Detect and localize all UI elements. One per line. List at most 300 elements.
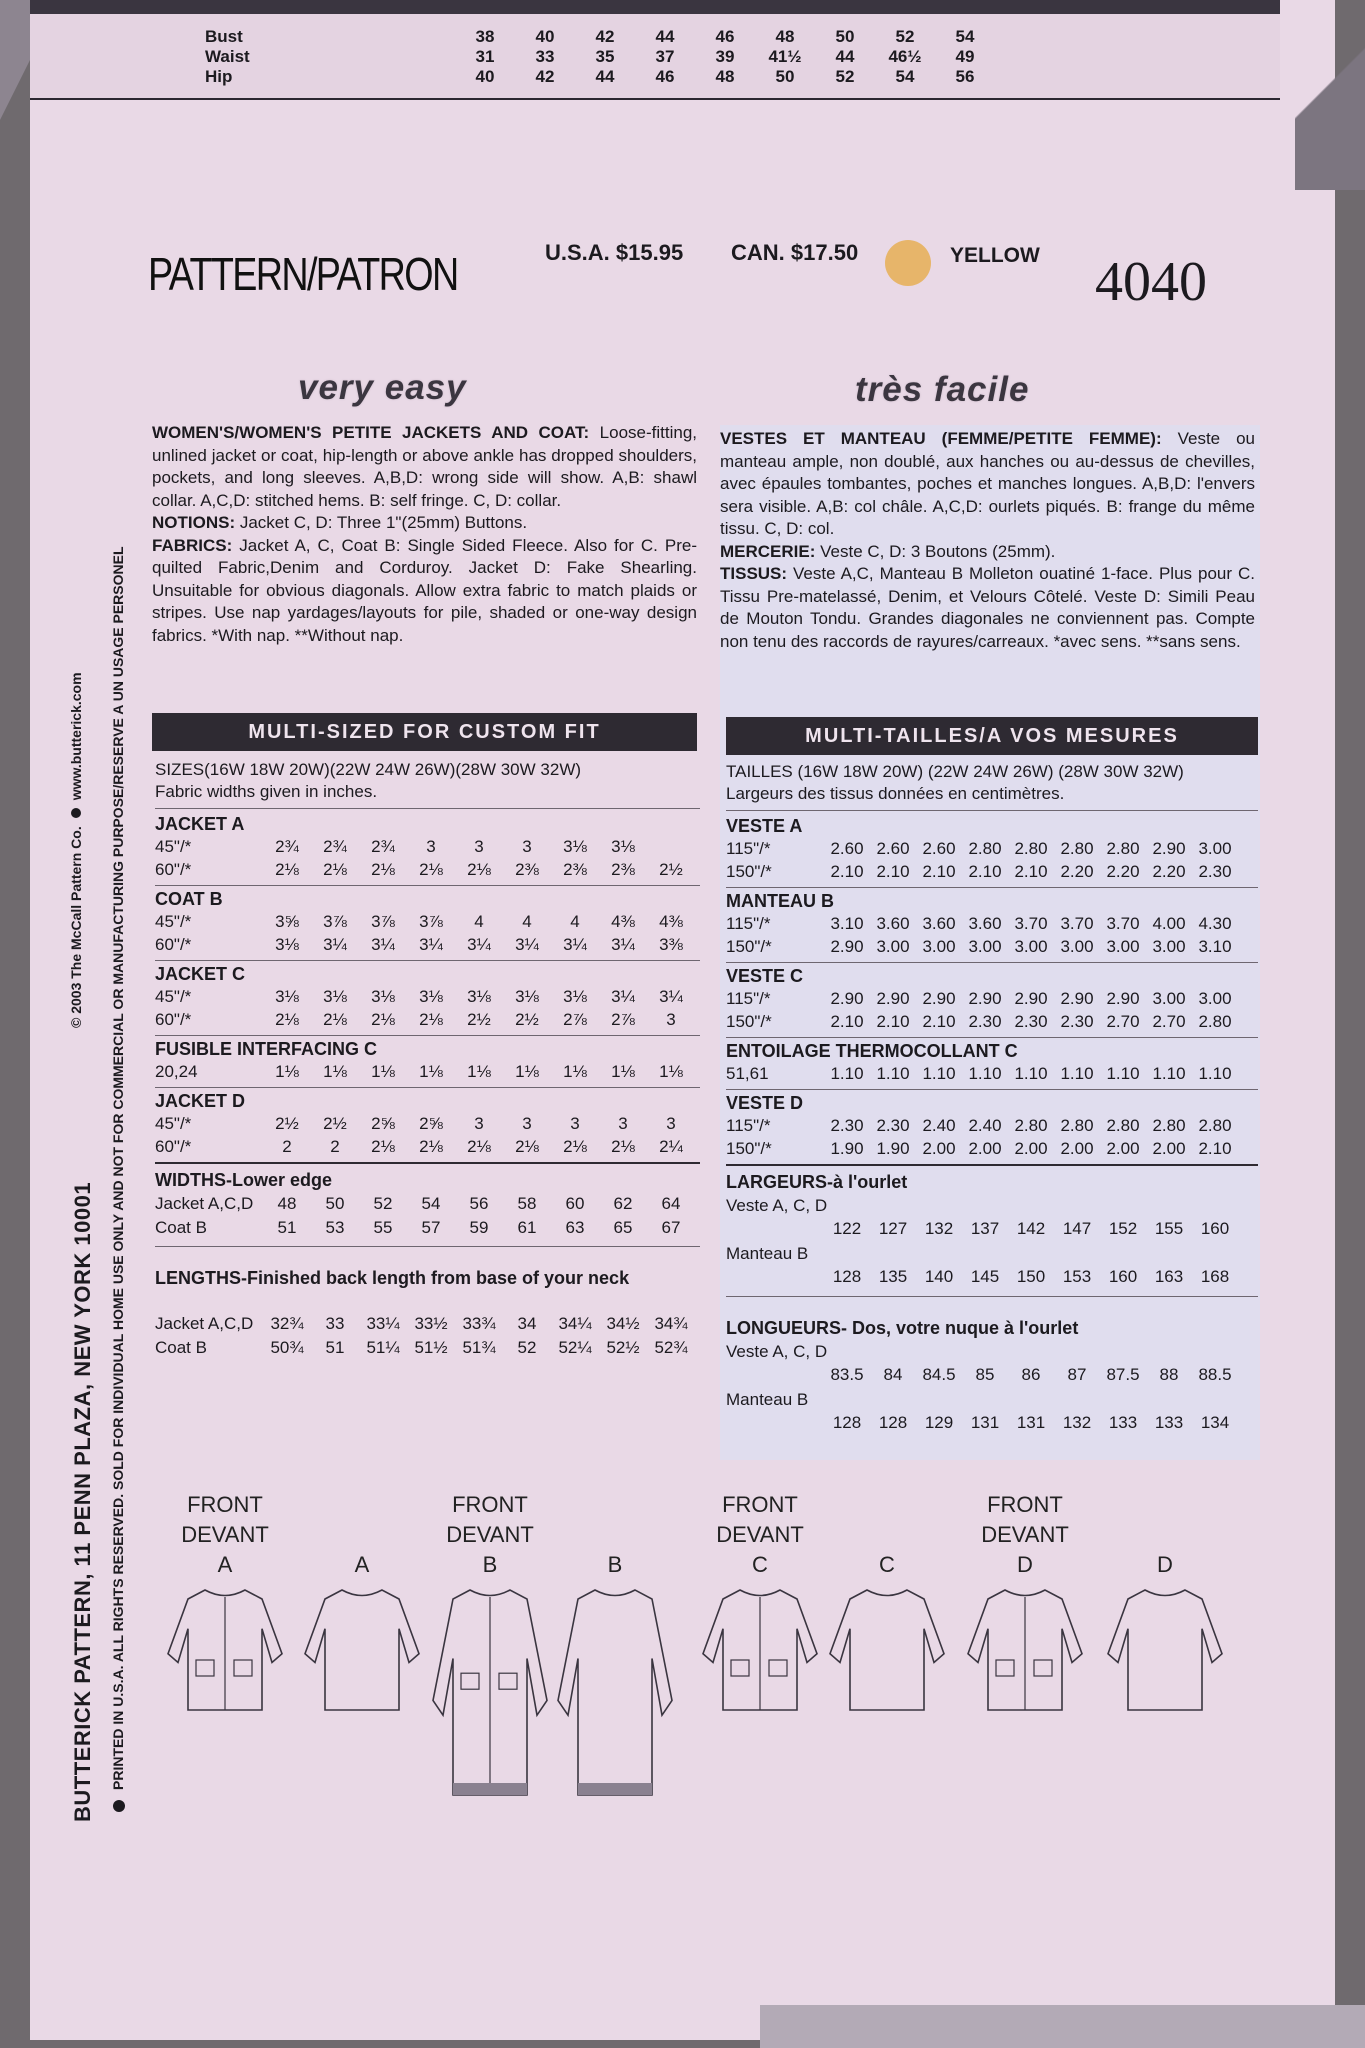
- yardage-value: 2.80: [1106, 839, 1140, 858]
- yardage-value: 2⅞: [611, 1010, 635, 1029]
- yardage-value: 2.90: [830, 989, 864, 1008]
- table-rule: [155, 885, 700, 886]
- measurement-value: 46: [715, 27, 735, 46]
- yardage-row-values: [824, 914, 1238, 934]
- yardage-value: 2⅛: [275, 1010, 299, 1029]
- yardage-row-label: 60"/*: [155, 860, 192, 879]
- measurement-value: 42: [595, 27, 615, 46]
- yardage-row-label: 45"/*: [155, 912, 192, 931]
- yardage-value: 4: [522, 912, 532, 931]
- yardage-value: 3.00: [1060, 937, 1094, 956]
- view-label: [560, 1550, 670, 1580]
- yardage-row-values: [263, 1314, 695, 1334]
- view-devant-label: DEVANT: [446, 1522, 534, 1547]
- yardage-value: 2⅛: [515, 1137, 539, 1156]
- yardage-value: 2.80: [968, 839, 1002, 858]
- french-sizing-banner: MULTI-TAILLES/A VOS MESURES: [726, 717, 1258, 755]
- yardage-row-label: Jacket A,C,D: [155, 1314, 254, 1333]
- yardage-row-values: [824, 1116, 1238, 1136]
- yardage-value: 2.30: [1060, 1012, 1094, 1031]
- table-rule: [155, 1035, 700, 1036]
- yardage-row-values: [824, 937, 1238, 957]
- yardage-value: 3⅛: [563, 987, 587, 1006]
- view-front-label: FRONT: [452, 1492, 528, 1517]
- yardage-value: 3.70: [1106, 914, 1140, 933]
- yardage-value: 52½: [606, 1338, 640, 1357]
- yardage-row-label: 60"/*: [155, 1010, 192, 1029]
- yardage-value: 2.60: [876, 839, 910, 858]
- english-sizing-banner: MULTI-SIZED FOR CUSTOM FIT: [152, 713, 697, 751]
- yardage-row-values: [263, 1010, 695, 1030]
- yardage-value: 3: [570, 1114, 580, 1133]
- yardage-row-label: Manteau B: [726, 1390, 809, 1409]
- view-label: [435, 1490, 545, 1580]
- yardage-row-label: Manteau B: [726, 1244, 809, 1263]
- band-dark-strip: [30, 0, 1280, 14]
- yardage-value: 2.90: [1152, 839, 1186, 858]
- yardage-value: 3¼: [323, 935, 347, 954]
- yardage-value: 62: [613, 1194, 633, 1213]
- yardage-value: 2.00: [968, 1139, 1002, 1158]
- yardage-value: 3⅛: [563, 837, 587, 856]
- view-devant-label: DEVANT: [716, 1522, 804, 1547]
- yardage-value: 52¾: [654, 1338, 688, 1357]
- yardage-value: 134: [1200, 1413, 1230, 1432]
- yardage-value: 4.00: [1152, 914, 1186, 933]
- yardage-value: 2⅛: [611, 1137, 635, 1156]
- yardage-row-values: [824, 1064, 1238, 1084]
- yardage-value: 153: [1062, 1267, 1092, 1286]
- yardage-group-title: COAT B: [155, 889, 223, 909]
- yardage-value: 3⅞: [323, 912, 347, 931]
- yardage-value: 128: [832, 1267, 862, 1286]
- color-code-dot: [885, 240, 931, 286]
- yardage-value: 2.80: [1014, 1116, 1048, 1135]
- yardage-value: 1⅛: [611, 1062, 635, 1081]
- yardage-value: 63: [565, 1218, 585, 1237]
- yardage-value: 3⅞: [419, 912, 443, 931]
- sizes-line: SIZES(16W 18W 20W)(22W 24W 26W)(28W 30W 32W): [155, 760, 582, 779]
- yardage-value: 3⅛: [275, 935, 299, 954]
- usage-notice: PRINTED IN U.S.A. ALL RIGHTS RESERVED. SOLD FOR INDIVIDUAL HOME USE ONLY AND NOT FOR COMMERCIAL OR MANUFACTURING PURPOSE/RESERVE A UN USAGE PERSONEL: [110, 546, 126, 1790]
- yardage-value: 2½: [659, 860, 683, 879]
- yardage-value: 2.30: [876, 1116, 910, 1135]
- view-letter: A: [354, 1552, 370, 1577]
- yardage-value: 2.20: [1106, 862, 1140, 881]
- yardage-value: 2¾: [371, 837, 395, 856]
- yardage-value: 2.90: [876, 989, 910, 1008]
- yardage-value: 2.10: [1014, 862, 1048, 881]
- yardage-value: 2⅛: [419, 1010, 443, 1029]
- pocket-shape: [1034, 1660, 1052, 1676]
- measurement-value: 38: [475, 27, 495, 46]
- view-label: [970, 1490, 1080, 1580]
- yardage-row-label: 150"/*: [726, 1012, 772, 1031]
- yardage-value: 2.20: [1152, 862, 1186, 881]
- yardage-value: 32¾: [270, 1314, 304, 1333]
- yardage-value: 58: [517, 1194, 537, 1213]
- copyright-line: [110, 546, 126, 1822]
- yardage-value: 34¼: [558, 1314, 592, 1333]
- yardage-value: 145: [970, 1267, 1000, 1286]
- yardage-value: 3.00: [1152, 937, 1186, 956]
- yardage-value: 3: [522, 837, 532, 856]
- yardage-row-label: 45"/*: [155, 1114, 192, 1133]
- yardage-value: 3⅛: [467, 987, 491, 1006]
- view-front-label: FRONT: [987, 1492, 1063, 1517]
- yardage-value: 1.90: [876, 1139, 910, 1158]
- garment-views: [180, 1490, 1260, 1790]
- yardage-value: 3.70: [1014, 914, 1048, 933]
- yardage-value: 2.80: [1198, 1012, 1232, 1031]
- pocket-shape: [731, 1660, 749, 1676]
- measurement-label: Waist: [205, 47, 250, 66]
- yardage-value: 50: [325, 1194, 345, 1213]
- yardage-row-values: [263, 1218, 695, 1238]
- yardage-value: 2.80: [1152, 1116, 1186, 1135]
- table-rule: [155, 1087, 700, 1088]
- yardage-value: 2.10: [830, 862, 864, 881]
- french-yardage-table: [726, 762, 1258, 1432]
- yardage-value: 2⅛: [371, 860, 395, 879]
- view-devant-label: DEVANT: [981, 1522, 1069, 1547]
- yardage-value: 33¾: [462, 1314, 496, 1333]
- yardage-value: 2.60: [922, 839, 956, 858]
- yardage-row-values: [824, 1219, 1238, 1239]
- yardage-value: 2.80: [1198, 1116, 1232, 1135]
- yardage-row-values: [263, 1338, 695, 1358]
- yardage-value: 1⅛: [563, 1062, 587, 1081]
- french-notions: Veste C, D: 3 Boutons (25mm).: [820, 541, 1056, 561]
- yardage-value: 2.80: [1106, 1116, 1140, 1135]
- yardage-value: 2.40: [922, 1116, 956, 1135]
- yardage-value: 85: [975, 1365, 995, 1384]
- measurement-value: 40: [535, 27, 555, 46]
- yardage-value: 1⅛: [371, 1062, 395, 1081]
- pocket-shape: [196, 1660, 214, 1676]
- yardage-row-values: [824, 839, 1238, 859]
- english-description-text: Loose-fitting, unlined jacket or coat, hip-length or above ankle has dropped shoulders, pockets, and long sleeves. A,B,D: wrong side will show. A,B: shawl collar. A,C,D: stitched hems. B: self fringe. C, D: collar.: [152, 423, 697, 510]
- yardage-value: 2.60: [830, 839, 864, 858]
- yardage-value: 3.10: [1198, 937, 1232, 956]
- yardage-row-values: [824, 1365, 1238, 1385]
- yardage-value: 2⅛: [371, 1137, 395, 1156]
- yardage-row-label: 60"/*: [155, 935, 192, 954]
- measurement-value: 44: [835, 47, 855, 66]
- garment-sketch-d: [960, 1585, 1090, 1720]
- yardage-value: 2.70: [1106, 1012, 1140, 1031]
- view-label: [832, 1550, 942, 1580]
- yardage-value: 84.5: [922, 1365, 956, 1384]
- yardage-row-values: [263, 935, 695, 955]
- yardage-row-label: 150"/*: [726, 862, 772, 881]
- yardage-value: 57: [421, 1218, 441, 1237]
- measurement-value: 49: [955, 47, 975, 66]
- measurement-value: 44: [595, 67, 615, 86]
- yardage-value: 132: [1062, 1413, 1092, 1432]
- view-front-label: FRONT: [722, 1492, 798, 1517]
- yardage-value: 1.10: [830, 1064, 864, 1083]
- yardage-value: 3: [666, 1114, 676, 1133]
- yardage-value: 3.60: [968, 914, 1002, 933]
- lengths-title: LENGTHS-Finished back length from base of your neck: [155, 1268, 630, 1288]
- yardage-row-label: Veste A, C, D: [726, 1342, 828, 1361]
- yardage-value: 2⅝: [419, 1114, 443, 1133]
- yardage-value: 34½: [606, 1314, 640, 1333]
- yardage-row-label: 115"/*: [726, 914, 771, 933]
- table-rule: [155, 808, 700, 809]
- fringe-hem: [578, 1783, 652, 1795]
- measurement-value: 48: [715, 67, 735, 86]
- view-label: [705, 1490, 815, 1580]
- yardage-value: 53: [325, 1218, 345, 1237]
- measurement-label: Bust: [205, 27, 243, 46]
- yardage-group-title: VESTE A: [726, 816, 803, 836]
- yardage-value: 2.20: [1060, 862, 1094, 881]
- yardage-value: 4⅜: [659, 912, 683, 931]
- french-heading: VESTES ET MANTEAU (FEMME/PETITE FEMME):: [720, 429, 1162, 448]
- yardage-value: 87: [1067, 1365, 1087, 1384]
- table-rule: [155, 960, 700, 961]
- yardage-value: 33½: [414, 1314, 448, 1333]
- yardage-row-label: Coat B: [155, 1218, 207, 1237]
- yardage-value: 1.10: [1198, 1064, 1232, 1083]
- yardage-value: 133: [1154, 1413, 1184, 1432]
- fringe-hem: [453, 1783, 527, 1795]
- yardage-value: 61: [517, 1218, 537, 1237]
- yardage-value: 3: [426, 837, 436, 856]
- yardage-value: 86: [1021, 1365, 1041, 1384]
- yardage-value: 3.70: [1060, 914, 1094, 933]
- yardage-value: 137: [970, 1219, 1000, 1238]
- yardage-value: 2.10: [830, 1012, 864, 1031]
- yardage-value: 3⅝: [275, 912, 299, 931]
- yardage-value: 135: [878, 1267, 908, 1286]
- envelope-fold-corner-right: [1295, 0, 1365, 190]
- yardage-value: 52¼: [558, 1338, 592, 1357]
- measurement-row: [205, 67, 995, 87]
- yardage-row-values: [824, 1012, 1238, 1032]
- yardage-value: 4: [570, 912, 580, 931]
- yardage-value: 50¾: [270, 1338, 304, 1357]
- widths-title: LARGEURS-à l'ourlet: [726, 1172, 908, 1192]
- yardage-value: 1⅛: [275, 1062, 299, 1081]
- yardage-value: 3: [666, 1010, 676, 1029]
- yardage-value: 3¼: [419, 935, 443, 954]
- pocket-shape: [499, 1673, 517, 1689]
- yardage-value: 3¼: [467, 935, 491, 954]
- yardage-value: 3⅞: [371, 912, 395, 931]
- yardage-value: 4: [474, 912, 484, 931]
- yardage-row-label: 45"/*: [155, 987, 192, 1006]
- yardage-value: 1.10: [968, 1064, 1002, 1083]
- yardage-value: 2⅜: [515, 860, 539, 879]
- yardage-value: 2.00: [1060, 1139, 1094, 1158]
- yardage-value: 2: [330, 1137, 340, 1156]
- view-letter: C: [879, 1552, 895, 1577]
- table-rule: [726, 1037, 1258, 1038]
- yardage-row-values: [824, 1139, 1238, 1159]
- measurement-value: 42: [535, 67, 555, 86]
- yardage-value: 3: [474, 837, 484, 856]
- yardage-value: 2¼: [659, 1137, 683, 1156]
- lengths-title: LONGUEURS- Dos, votre nuque à l'ourlet: [726, 1318, 1079, 1338]
- garment-sketch-b: [425, 1585, 555, 1805]
- yardage-value: 1.10: [922, 1064, 956, 1083]
- yardage-value: 2: [282, 1137, 292, 1156]
- yardage-value: 2.70: [1152, 1012, 1186, 1031]
- table-rule: [726, 962, 1258, 963]
- measurement-value: 33: [535, 47, 555, 66]
- english-notions-label: NOTIONS:: [152, 513, 236, 532]
- yardage-value: 51½: [414, 1338, 448, 1357]
- yardage-value: 2.10: [922, 862, 956, 881]
- bullet-icon: [71, 808, 81, 818]
- yardage-value: 2⅛: [467, 1137, 491, 1156]
- yardage-value: 122: [832, 1219, 862, 1238]
- view-front-label: FRONT: [187, 1492, 263, 1517]
- garment-sketch-a: [297, 1585, 427, 1720]
- yardage-value: 128: [832, 1413, 862, 1432]
- yardage-row-label: 115"/*: [726, 989, 771, 1008]
- yardage-row-values: [263, 860, 695, 880]
- yardage-value: 51¼: [366, 1338, 400, 1357]
- yardage-row-label: 60"/*: [155, 1137, 192, 1156]
- yardage-value: 3.00: [1198, 839, 1232, 858]
- garment-outline: [558, 1590, 672, 1795]
- english-notions: Jacket C, D: Three 1"(25mm) Buttons.: [239, 513, 528, 532]
- sizes-line: TAILLES (16W 18W 20W) (22W 24W 26W) (28W 30W 32W): [726, 762, 1184, 781]
- yardage-row-values: [824, 1413, 1238, 1433]
- view-letter: D: [1157, 1552, 1173, 1577]
- yardage-value: 3¼: [611, 935, 635, 954]
- yardage-value: 67: [661, 1218, 681, 1237]
- difficulty-english: very easy: [298, 368, 467, 407]
- view-letter: B: [607, 1552, 623, 1577]
- yardage-value: 2.90: [830, 937, 864, 956]
- yardage-value: 55: [373, 1218, 393, 1237]
- measurement-value: 46: [655, 67, 675, 86]
- yardage-value: 127: [878, 1219, 908, 1238]
- yardage-value: 2⅛: [371, 1010, 395, 1029]
- garment-sketch-c: [822, 1585, 952, 1720]
- view-letter: A: [217, 1552, 233, 1577]
- yardage-group-title: MANTEAU B: [726, 891, 834, 911]
- yardage-value: 2.00: [1106, 1139, 1140, 1158]
- yardage-group-title: JACKET C: [155, 964, 246, 984]
- yardage-value: 2.90: [1014, 989, 1048, 1008]
- yardage-value: 1.10: [876, 1064, 910, 1083]
- yardage-row-label: Veste A, C, D: [726, 1196, 828, 1215]
- yardage-value: 1⅛: [467, 1062, 491, 1081]
- bullet-icon: [113, 1800, 125, 1812]
- yardage-value: 2½: [467, 1010, 491, 1029]
- view-label: [170, 1490, 280, 1580]
- yardage-row-label: Jacket A,C,D: [155, 1194, 254, 1213]
- yardage-value: 34: [517, 1314, 537, 1333]
- yardage-group-title: ENTOILAGE THERMOCOLLANT C: [726, 1041, 1018, 1061]
- yardage-value: 2.90: [922, 989, 956, 1008]
- fabric-widths-note: Largeurs des tissus données en centimètres.: [726, 784, 1065, 803]
- yardage-value: 2½: [275, 1114, 299, 1133]
- yardage-value: 2.90: [1106, 989, 1140, 1008]
- yardage-value: 2.30: [1014, 1012, 1048, 1031]
- yardage-value: 3⅛: [323, 987, 347, 1006]
- yardage-row-values: [263, 912, 695, 932]
- yardage-value: 152: [1108, 1219, 1138, 1238]
- yardage-row-label: 150"/*: [726, 1139, 772, 1158]
- measurement-value: 48: [775, 27, 795, 46]
- garment-outline: [1108, 1590, 1222, 1710]
- yardage-value: 129: [924, 1413, 954, 1432]
- yardage-value: 3.10: [830, 914, 864, 933]
- yardage-value: 1.10: [1106, 1064, 1140, 1083]
- yardage-value: 2.90: [1060, 989, 1094, 1008]
- yardage-value: 51: [277, 1218, 297, 1237]
- yardage-value: 2.80: [1060, 1116, 1094, 1135]
- pocket-shape: [461, 1673, 479, 1689]
- yardage-value: 87.5: [1106, 1365, 1140, 1384]
- website-url: www.butterick.com: [68, 672, 84, 801]
- table-rule: [726, 810, 1258, 811]
- table-rule: [155, 1246, 700, 1247]
- measurement-value: 41½: [768, 47, 802, 66]
- yardage-value: 160: [1108, 1267, 1138, 1286]
- yardage-value: 1.10: [1152, 1064, 1186, 1083]
- garment-sketch-a: [160, 1585, 290, 1720]
- yardage-value: 3¼: [611, 987, 635, 1006]
- yardage-value: 163: [1154, 1267, 1184, 1286]
- yardage-value: 3¼: [659, 987, 683, 1006]
- french-fabrics: Veste A,C, Manteau B Molleton ouatiné 1-face. Plus pour C. Tissu Pre-matelassé, Denim, et Velours Côtelé. Veste D: Simili Peau de Mouton Tondu. Grandes diagonales ne conviennent pas. Compte non tenu des raccords de rayures/carreaux. *avec sens. **sans sens.: [720, 564, 1255, 651]
- yardage-value: 2⅞: [563, 1010, 587, 1029]
- garment-sketch-c: [695, 1585, 825, 1720]
- view-label: [1110, 1550, 1220, 1580]
- yardage-row-values: [824, 1267, 1238, 1287]
- yardage-value: 54: [421, 1194, 441, 1213]
- yardage-value: 3.00: [1152, 989, 1186, 1008]
- yardage-value: 2.30: [968, 1012, 1002, 1031]
- yardage-value: 84: [883, 1365, 903, 1384]
- copyright-notice: [68, 672, 84, 1028]
- yardage-value: 1.10: [1014, 1064, 1048, 1083]
- yardage-value: 51: [325, 1338, 345, 1357]
- view-label: [307, 1550, 417, 1580]
- yardage-value: 64: [661, 1194, 681, 1213]
- yardage-value: 2⅛: [563, 1137, 587, 1156]
- garment-outline: [830, 1590, 944, 1710]
- yardage-value: 2.00: [922, 1139, 956, 1158]
- yardage-row-values: [263, 1062, 695, 1082]
- yardage-value: 2½: [323, 1114, 347, 1133]
- yardage-value: 3: [618, 1114, 628, 1133]
- yardage-value: 140: [924, 1267, 954, 1286]
- yardage-value: 2⅛: [467, 860, 491, 879]
- yardage-value: 65: [613, 1218, 633, 1237]
- yardage-row-values: [824, 862, 1238, 882]
- measurement-value: 52: [835, 67, 855, 86]
- french-notions-label: MERCERIE:: [720, 541, 816, 561]
- yardage-row-label: 45"/*: [155, 837, 192, 856]
- yardage-row-label: 20,24: [155, 1062, 198, 1081]
- measurement-value: 54: [955, 27, 975, 46]
- table-rule: [726, 887, 1258, 888]
- yardage-value: 88.5: [1198, 1365, 1232, 1384]
- color-code-name: YELLOW: [950, 244, 1040, 267]
- yardage-value: 2.80: [1014, 839, 1048, 858]
- measurement-label: Hip: [205, 67, 233, 86]
- envelope-bottom-strip: [760, 2005, 1365, 2048]
